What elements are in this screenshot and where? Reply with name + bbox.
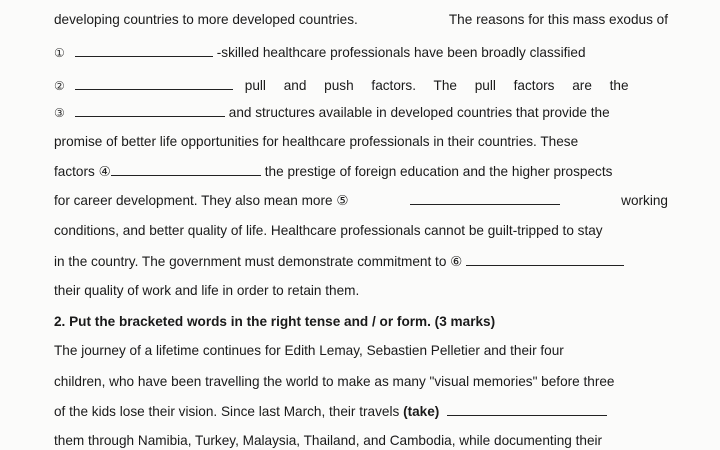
blank-6[interactable]: [466, 254, 624, 266]
line-text: promise of better life opportunities for healthcare professionals in their countries. These: [54, 134, 579, 149]
heading-text: 2. Put the bracketed words in the right tense and / or form. (3 marks): [54, 314, 496, 329]
section-2-line-2: [54, 373, 668, 391]
section-2-line-1: [54, 342, 668, 360]
line-text: their quality of work and life in order to retain them.: [54, 283, 360, 298]
blank-take[interactable]: [447, 404, 607, 416]
blank-3[interactable]: [75, 105, 225, 117]
line-text: factors ④: [54, 164, 111, 179]
line-text: and structures available in developed countries that provide the: [228, 105, 610, 120]
para-line-4: [54, 104, 668, 122]
blank-5[interactable]: [410, 193, 560, 205]
line-text: children, who have been travelling the world to make as many "visual memories" before three: [54, 374, 615, 389]
line-text: developing countries to more developed countries.: [54, 12, 358, 27]
line-text-continued: working: [621, 193, 668, 208]
blank-number-3: ③: [54, 106, 65, 120]
line-text: pull and push factors. The pull factors are the: [244, 78, 629, 93]
line-text: -skilled healthcare professionals have been broadly classified: [216, 45, 586, 60]
blank-number-1: ①: [54, 46, 65, 60]
para-line-10: [54, 282, 668, 300]
line-text: The journey of a lifetime continues for Edith Lemay, Sebastien Pelletier and their four: [54, 343, 564, 358]
section-2-line-3: [54, 403, 668, 421]
para-line-1: [54, 11, 668, 29]
line-text: conditions, and better quality of life. Healthcare professionals cannot be guilt-tripped to stay: [54, 223, 603, 238]
line-text: for career development. They also mean more ⑤: [54, 193, 349, 208]
blank-4[interactable]: [111, 164, 261, 176]
section-2-line-4: [54, 432, 668, 450]
blank-1[interactable]: [75, 45, 213, 57]
para-line-3: [54, 77, 668, 95]
para-line-9: [54, 253, 668, 271]
para-line-2: [54, 44, 668, 62]
line-text: of the kids lose their vision. Since last March, their travels: [54, 404, 400, 419]
para-line-6: [54, 163, 668, 181]
section-2-heading: [54, 313, 668, 331]
line-text-continued: the prestige of foreign education and the higher prospects: [264, 164, 613, 179]
para-line-7: [54, 192, 668, 210]
bracketed-verb: (take): [403, 404, 440, 419]
para-line-8: [54, 222, 668, 240]
blank-2[interactable]: [75, 78, 233, 90]
line-text: in the country. The government must demonstrate commitment to ⑥: [54, 254, 463, 269]
cropped-previous-line: [54, 0, 668, 5]
line-text-continued: The reasons for this mass exodus of: [448, 12, 668, 27]
blank-number-2: ②: [54, 79, 65, 93]
para-line-5: [54, 133, 668, 151]
line-text: them through Namibia, Turkey, Malaysia, Thailand, and Cambodia, while documenting their: [54, 433, 603, 448]
